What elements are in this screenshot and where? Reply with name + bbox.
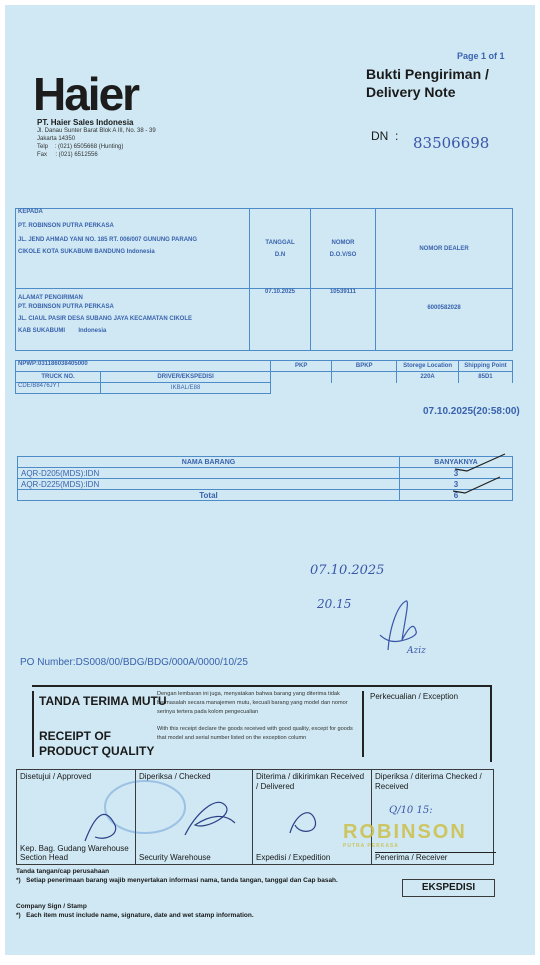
dealer-header: NOMOR DEALER <box>376 209 513 289</box>
quality-text-en: With this receipt declare the goods received with good quality, except for goods that model and serial number listed on the exception column <box>157 726 353 741</box>
warehouse-head-label: Kep. Bag. Gudang Warehouse Section Head <box>20 844 129 862</box>
handwritten-check: Q/10 15: <box>389 805 433 816</box>
sign-note: *) Setiap penerimaan barang wajib menyertakan informasi nama, tanda tangan, tanggal dan Cap basah. <box>16 877 338 884</box>
blank-cell <box>458 383 512 394</box>
company-address: Jl. Danau Sunter Barat Blok A III, No. 38 - 39 <box>37 128 156 134</box>
item-qty-header: BANYAKNYA <box>400 457 513 468</box>
shipping-point-value: 85D1 <box>458 372 512 383</box>
checked-received-label: Diperiksa / diterima Checked / Received <box>375 772 482 791</box>
receiver-signature-icon <box>370 595 440 665</box>
consignee-name: PT. ROBINSON PUTRA PERKASA <box>18 223 114 229</box>
blank-cell <box>332 383 397 394</box>
exception-label: Perkecualian / Exception <box>370 692 459 701</box>
page-number: Page 1 of 1 <box>457 51 505 61</box>
po-number: PO Number:DS008/00/BDG/BDG/000A/0000/10/25 <box>20 657 248 668</box>
shipping-label: ALAMAT PENGIRIMAN <box>18 295 83 301</box>
total-label: Total <box>18 490 400 501</box>
item-name: AQR-D225(MDS):IDN <box>18 479 400 490</box>
handwritten-name: Aziz <box>407 646 426 656</box>
company-fax: Fax : (021) 6512556 <box>37 152 98 158</box>
quality-title-en: RECEIPT OF PRODUCT QUALITY <box>39 729 155 758</box>
bracket-right <box>362 691 364 757</box>
quality-text-id: Dengan lembaran ini juga, menyatakan bahwa barang yang diterima tidak bermasalah secara manajemen mutu, kecuali barang yang model dan nomor serinya tertera pada kolom pengecualian <box>157 691 348 715</box>
quality-section <box>32 685 492 762</box>
consignee-address-2: CIKOLE KOTA SUKABUMI BANDUNG Indonesia <box>18 249 155 255</box>
item-qty: 3 <box>400 479 513 490</box>
total-qty: 6 <box>400 490 513 501</box>
expedition-label: Expedisi / Expedition <box>256 853 331 862</box>
company-telp: Telp : (021) 6505668 (Hunting) <box>37 144 124 150</box>
title-line-1: Bukti Pengiriman / <box>366 66 489 82</box>
blank-cell <box>397 383 459 394</box>
driver-header: DRIVER/EKSPEDISI <box>101 372 271 383</box>
tanggal-sub: D.N <box>274 251 286 258</box>
ekspedisi-box: EKSPEDISI <box>402 879 495 897</box>
company-sign-title: Company Sign / Stamp <box>16 903 87 910</box>
item-qty: 3 <box>400 468 513 479</box>
company-sign-note: *) Each item must include name, signature, date and wet stamp information. <box>16 912 254 919</box>
security-label: Security Warehouse <box>139 853 211 862</box>
nomor-label: NOMOR <box>331 239 355 246</box>
nomor-sub: D.O.V/SO <box>329 251 357 258</box>
company-name: PT. Haier Sales Indonesia <box>37 118 134 127</box>
nomor-value: 10539111 <box>311 289 376 351</box>
robinson-stamp-sub: PUTRA PERKASA <box>343 843 399 849</box>
tanggal-label: TANGGAL <box>265 239 295 246</box>
approved-label: Disetujui / Approved <box>20 772 92 781</box>
delivery-note-page <box>5 5 535 955</box>
receiver-cell <box>372 770 494 865</box>
item-name: AQR-D205(MDS):IDN <box>18 468 400 479</box>
tanggal-value: 07.10.2025 <box>250 289 311 351</box>
title-line-2: Delivery Note <box>366 84 456 100</box>
consignee-table <box>15 208 513 351</box>
robinson-stamp: ROBINSON <box>343 821 467 843</box>
pkp-label: PKP <box>271 361 332 372</box>
truck-header: TRUCK NO. <box>16 372 101 383</box>
blank-cell <box>271 383 332 394</box>
bpkp-label: BPKP <box>332 361 397 372</box>
table-row <box>18 468 513 479</box>
delivered-label: Diterima / dikirimkan Received / Delivered <box>256 772 365 791</box>
bpkp-value <box>332 372 397 383</box>
signature-marks-icon <box>75 775 375 855</box>
storage-value: 220A <box>397 372 459 383</box>
box-right-border <box>490 687 492 762</box>
bracket-left <box>32 691 34 757</box>
handwritten-date: 07.10.2025 <box>310 563 385 578</box>
item-name-header: NAMA BARANG <box>18 457 400 468</box>
kepada-cell <box>16 209 250 289</box>
nomor-header <box>311 209 376 289</box>
print-timestamp: 07.10.2025(20:58:00) <box>423 406 520 417</box>
truck-value: CDE/B8476JYT <box>16 383 101 394</box>
table-row <box>18 479 513 490</box>
company-city: Jakarta 14350 <box>37 136 76 142</box>
shipping-point-label: Shipping Point <box>458 361 512 372</box>
checkmark-icon <box>445 451 515 501</box>
shipping-address-2: KAB SUKABUMI Indonesia <box>18 328 107 334</box>
handwritten-time: 20.15 <box>317 597 352 611</box>
quality-title-id: TANDA TERIMA MUTU <box>39 694 167 708</box>
checked-label: Diperiksa / Checked <box>139 772 211 781</box>
driver-value: IKBAL/E88 <box>101 383 271 394</box>
storage-label: Storege Location <box>397 361 459 372</box>
pkp-value <box>271 372 332 383</box>
dn-label: DN : <box>371 129 399 143</box>
logistics-table <box>15 360 513 394</box>
sign-title: Tanda tangan/cap perusahaan <box>16 868 110 875</box>
npwp: NPWP:031186038405000 <box>16 361 271 372</box>
receiver-label: Penerima / Receiver <box>375 852 496 862</box>
items-table <box>17 456 513 501</box>
dn-number: 83506698 <box>413 134 490 152</box>
shipping-address-1: JL. CIAUL PASIR DESA SUBANG JAYA KECAMATAN CIKOLE <box>18 316 193 322</box>
shipping-address-cell <box>16 289 250 351</box>
consignee-address-1: JL. JEND AHMAD YANI NO. 185 RT. 006/007 GUNUNG PARANG <box>18 237 198 243</box>
dealer-value: 6000582028 <box>376 289 513 351</box>
document-title <box>366 65 526 101</box>
kepada-label: KEPADA <box>18 209 43 215</box>
haier-logo: Haier <box>33 68 139 120</box>
tanggal-header <box>250 209 311 289</box>
shipping-name: PT. ROBINSON PUTRA PERKASA <box>18 304 114 310</box>
